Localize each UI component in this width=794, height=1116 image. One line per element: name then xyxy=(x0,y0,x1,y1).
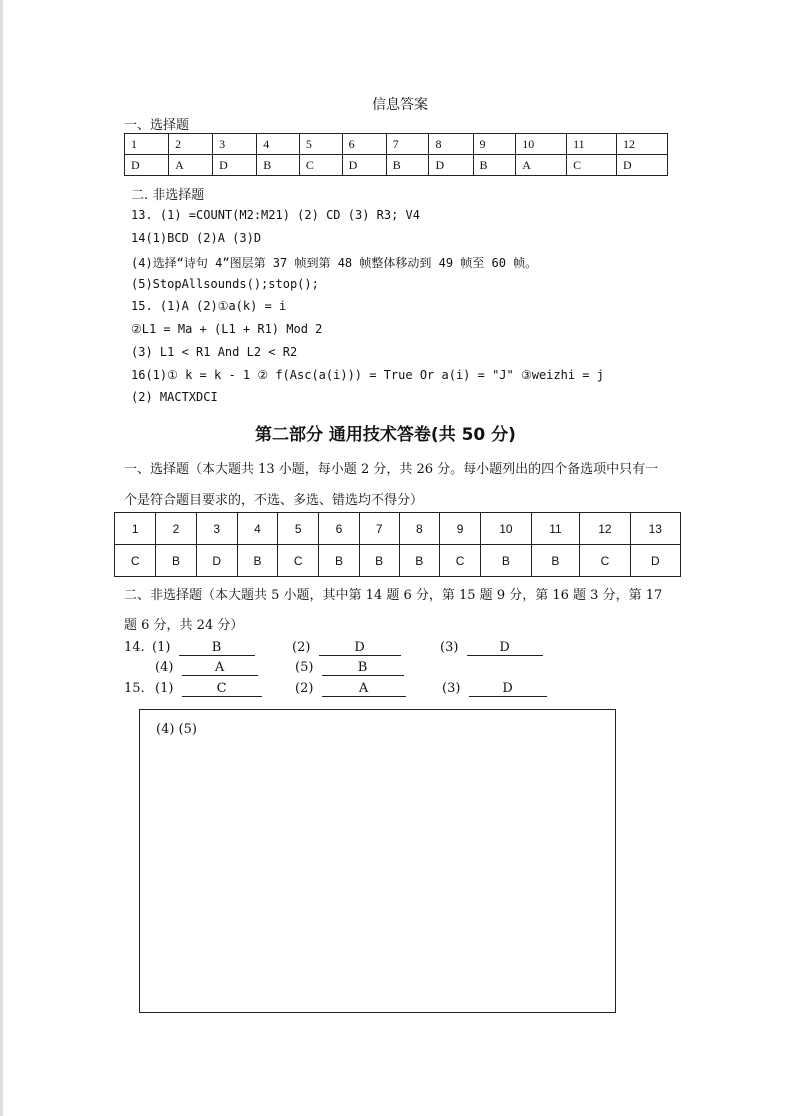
q14-part3 xyxy=(440,640,543,656)
info-answer-cell-2: A xyxy=(169,155,213,176)
q14-part2 xyxy=(292,640,401,656)
tech-answer-cell-13: D xyxy=(630,545,680,577)
scan-edge-shadow xyxy=(0,0,3,1116)
q15-label: 15. xyxy=(124,681,145,696)
info-number-cell-10: 10 xyxy=(516,134,567,155)
tech-number-cell-7: 7 xyxy=(359,513,399,545)
q14-part5 xyxy=(295,660,404,676)
tech-number-cell-6: 6 xyxy=(319,513,359,545)
info-answer-line-16-2: (2) MACTXDCI xyxy=(131,390,218,404)
info-answer-cell-11: C xyxy=(567,155,617,176)
q14-p5-label: (5) xyxy=(295,660,314,675)
info-nonchoice-heading: 二. 非选择题 xyxy=(131,188,205,203)
info-number-cell-4: 4 xyxy=(257,134,300,155)
q15-p3-answer: D xyxy=(469,681,547,697)
q14-label: 14. xyxy=(124,640,145,655)
tech-answer-cell-1: C xyxy=(115,545,156,577)
answer-box-label: (4) (5) xyxy=(156,722,197,737)
tech-number-cell-1: 1 xyxy=(115,513,156,545)
tech-answer-table xyxy=(114,512,681,577)
info-answer-row xyxy=(125,155,668,176)
tech-number-cell-4: 4 xyxy=(237,513,277,545)
info-answer-cell-12: D xyxy=(617,155,668,176)
tech-number-cell-2: 2 xyxy=(156,513,196,545)
info-number-cell-2: 2 xyxy=(169,134,213,155)
tech-number-cell-11: 11 xyxy=(531,513,580,545)
q14-part4 xyxy=(155,660,258,676)
info-title: 信息答案 xyxy=(372,97,428,113)
info-answer-line-15-2: ②L1 = Ma + (L1 + R1) Mod 2 xyxy=(131,322,323,336)
info-answer-cell-5: C xyxy=(299,155,342,176)
tech-answer-row xyxy=(115,545,681,577)
q14-p2-answer: D xyxy=(319,640,401,656)
q14-p1-label: (1) xyxy=(152,640,171,655)
q15-p1-answer: C xyxy=(182,681,262,697)
info-number-cell-9: 9 xyxy=(473,134,516,155)
q14-p2-label: (2) xyxy=(292,640,311,655)
info-answer-cell-1: D xyxy=(125,155,169,176)
info-answer-line-14-4: (4)选择“诗句 4”图层第 37 帧到第 48 帧整体移动到 49 帧至 60 帧。 xyxy=(131,256,538,270)
info-choice-heading: 一、选择题 xyxy=(124,118,190,133)
tech-answer-cell-11: B xyxy=(531,545,580,577)
info-answer-cell-4: B xyxy=(257,155,300,176)
q15-p2-label: (2) xyxy=(295,681,314,696)
answer-box-q15-4-5 xyxy=(139,709,616,1013)
info-answer-line-16: 16(1)① k = k - 1 ② f(Asc(a(i))) = True Or a(i) = "J" ③weizhi = j xyxy=(131,368,604,382)
info-answer-cell-6: D xyxy=(342,155,386,176)
info-answer-cell-9: B xyxy=(473,155,516,176)
info-number-row xyxy=(125,134,668,155)
info-number-cell-12: 12 xyxy=(617,134,668,155)
tech-number-cell-5: 5 xyxy=(278,513,319,545)
q15-p2-answer: A xyxy=(322,681,406,697)
q14-part1 xyxy=(152,640,255,656)
info-answer-line-14: 14(1)BCD (2)A (3)D xyxy=(131,231,262,245)
info-answer-line-13: 13. (1) =COUNT(M2:M21) (2) CD (3) R3; V4 xyxy=(131,208,420,222)
tech-nonchoice-heading-line2: 题 6 分，共 24 分） xyxy=(124,618,244,633)
info-number-cell-6: 6 xyxy=(342,134,386,155)
info-number-cell-11: 11 xyxy=(567,134,617,155)
info-number-cell-3: 3 xyxy=(213,134,257,155)
tech-answer-cell-2: B xyxy=(156,545,196,577)
tech-number-cell-10: 10 xyxy=(481,513,531,545)
info-answer-cell-3: D xyxy=(213,155,257,176)
info-answer-cell-7: B xyxy=(386,155,429,176)
tech-answer-cell-12: C xyxy=(580,545,630,577)
tech-number-cell-12: 12 xyxy=(580,513,630,545)
q14-p4-label: (4) xyxy=(155,660,174,675)
tech-number-row xyxy=(115,513,681,545)
q15-p1-label: (1) xyxy=(155,681,174,696)
info-number-cell-5: 5 xyxy=(299,134,342,155)
info-answer-table xyxy=(124,133,668,176)
q15-part2 xyxy=(295,681,406,697)
tech-number-cell-8: 8 xyxy=(399,513,439,545)
q14-p3-answer: D xyxy=(467,640,543,656)
tech-answer-cell-5: C xyxy=(278,545,319,577)
tech-answer-cell-6: B xyxy=(319,545,359,577)
info-answer-cell-8: D xyxy=(429,155,473,176)
info-number-cell-1: 1 xyxy=(125,134,169,155)
info-answer-line-14-5: (5)StopAllsounds();stop(); xyxy=(131,277,319,291)
tech-number-cell-13: 13 xyxy=(630,513,680,545)
tech-section-title: 第二部分 通用技术答卷(共 50 分) xyxy=(255,425,516,445)
tech-answer-cell-7: B xyxy=(359,545,399,577)
q15-part3 xyxy=(442,681,547,697)
info-answer-line-15-3: (3) L1 < R1 And L2 < R2 xyxy=(131,345,298,359)
tech-nonchoice-heading-line1: 二、非选择题（本大题共 5 小题，其中第 14 题 6 分，第 15 题 9 分，第 16 题 3 分，第 17 xyxy=(124,588,663,603)
info-answer-line-15: 15. (1)A (2)①a(k) = i xyxy=(131,299,287,313)
tech-choice-heading-line2: 个是符合题目要求的，不选、多选、错选均不得分） xyxy=(124,493,424,508)
tech-answer-cell-4: B xyxy=(237,545,277,577)
q14-p4-answer: A xyxy=(182,660,258,676)
info-answer-cell-10: A xyxy=(516,155,567,176)
info-number-cell-8: 8 xyxy=(429,134,473,155)
info-number-cell-7: 7 xyxy=(386,134,429,155)
tech-number-cell-3: 3 xyxy=(196,513,237,545)
tech-answer-cell-10: B xyxy=(481,545,531,577)
q14-p3-label: (3) xyxy=(440,640,459,655)
q15-p3-label: (3) xyxy=(442,681,461,696)
tech-choice-heading-line1: 一、选择题（本大题共 13 小题，每小题 2 分，共 26 分。每小题列出的四个备选项中只有一 xyxy=(124,462,659,477)
q14-p1-answer: B xyxy=(179,640,255,656)
tech-answer-cell-9: C xyxy=(439,545,480,577)
tech-number-cell-9: 9 xyxy=(439,513,480,545)
q14-p5-answer: B xyxy=(322,660,404,676)
tech-answer-cell-3: D xyxy=(196,545,237,577)
tech-answer-cell-8: B xyxy=(399,545,439,577)
q15-part1 xyxy=(155,681,262,697)
